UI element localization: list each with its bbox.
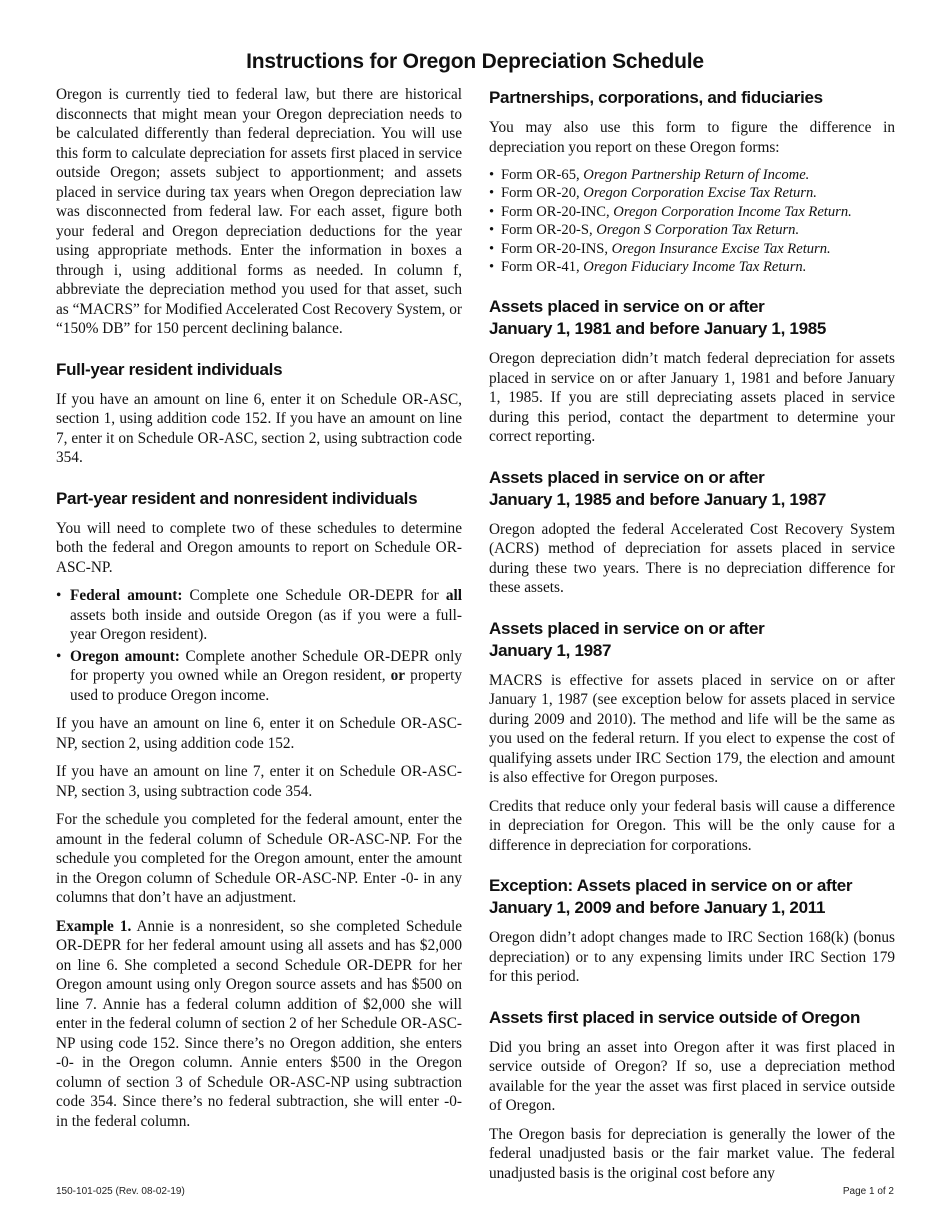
partyear-heading: Part-year resident and nonresident individuals: [56, 488, 418, 508]
outside-oregon-paragraph: Did you bring an asset into Oregon after it was first placed in service outside of Oregon? If so, use a depreciation method available for the year the asset was first placed in service outside of Oregon.: [489, 1038, 895, 1115]
page-number: Page 1 of 2: [842, 1186, 894, 1197]
list-item: • Form OR-20, Oregon Corporation Excise Tax Return.: [489, 184, 895, 202]
list-item: • Form OR-20-S, Oregon S Corporation Tax Return.: [489, 221, 895, 239]
intro-paragraph: Oregon is currently tied to federal law, but there are historical disconnects that might mean your Oregon depreciation needs to be calculated differently than federal depreciation. You will use this form to calculate depreciation for assets first placed in service outside Oregon; assets subject to apportionment; and assets placed in service during tax years when Oregon depreciation law was disconnected from federal law. For each asset, figure both your federal and Oregon depreciation deductions for the year using appropriate methods. Enter the information in boxes a through i, using additional forms as needed. In column f, abbreviate the depreciation method you used for that asset, such as “MACRS” for Modified Accelerated Cost Recovery System, or “150% DB” for 150 percent declining balance.: [56, 86, 462, 337]
example-paragraph: [56, 917, 462, 1132]
exception-heading: Exception: Assets placed in service on or after January 1, 2009 and before January 1, 2011: [489, 876, 853, 918]
schedule-paragraph: For the schedule you completed for the federal amount, enter the amount in the federal column of Schedule OR-ASC-NP. For the schedule you completed for the Oregon amount, enter the amount in the Oregon column of Schedule OR-ASC-NP. Enter -0- in any columns that don’t have an adjustment.: [56, 811, 462, 906]
oregon-amount-bullet: [56, 647, 462, 706]
federal-amount-label: Federal amount:: [70, 587, 183, 604]
federal-amount-text-b: assets both inside and outside Oregon (as if you were a full-year Oregon resident).: [70, 606, 462, 643]
basis-paragraph: The Oregon basis for depreciation is generally the lower of the federal unadjusted basis or the fair market value. The federal unadjusted basis is the original cost before any: [489, 1125, 895, 1182]
fullyear-paragraph: If you have an amount on line 6, enter it on Schedule OR-ASC, section 1, using addition code 152. If you have an amount on line 7, enter it on Schedule OR-ASC, section 2, using subtraction code 354.: [56, 390, 462, 466]
assets-1985-heading: Assets placed in service on or after January 1, 1985 and before January 1, 1987: [489, 467, 827, 509]
example-text: Annie is a nonresident, so she completed Schedule OR-DEPR for her federal amount using all assets and has $2,000 on line 6. She completed a second Schedule OR-DEPR for her Oregon amount using only Oregon source assets and has $500 on line 7. Annie has a federal column addition of $2,000 she will enter in the federal column of section 2 of her Schedule OR-ASC-NP using code 152. Since there’s no Oregon addition, she enters -0- in the Oregon column. Annie enters $500 in the Oregon column of section 3 of Schedule OR-ASC-NP using subtraction code 354. Since there’s no federal subtraction, she will enter -0- in the federal column.: [56, 917, 463, 1130]
assets-1981-paragraph: Oregon depreciation didn’t match federal depreciation for assets placed in service on or after January 1, 1981 and before January 1, 1985. If you are still depreciating assets placed in service during this period, contact the department to determine your correct reporting.: [489, 350, 895, 446]
list-item: • Form OR-65, Oregon Partnership Return of Income.: [489, 166, 895, 184]
list-item: • Form OR-41, Oregon Fiduciary Income Tax Return.: [489, 258, 895, 276]
list-item: • Form OR-20-INS, Oregon Insurance Excise Tax Return.: [489, 240, 895, 258]
assets-1981-heading: Assets placed in service on or after January 1, 1981 and before January 1, 1985: [489, 297, 827, 339]
amount-bullets: [56, 586, 462, 705]
federal-amount-text-a: Complete one Schedule OR-DEPR for: [182, 587, 446, 604]
fullyear-heading: Full-year resident individuals: [56, 359, 283, 379]
left-column: [56, 85, 462, 1140]
credits-paragraph: Credits that reduce only your federal basis will cause a difference in depreciation for Oregon. This will be the only cause for a difference in depreciation for corporations.: [489, 797, 895, 854]
federal-amount-bullet: [56, 586, 462, 645]
partnerships-heading: Partnerships, corporations, and fiduciaries: [489, 88, 823, 107]
oregon-amount-label: Oregon amount:: [70, 647, 180, 665]
oregon-amount-bold: or: [390, 667, 406, 684]
assets-1987-heading: Assets placed in service on or after January 1, 1987: [489, 618, 765, 660]
federal-amount-bold: all: [445, 587, 462, 604]
oregon-forms-list: [489, 166, 895, 276]
exception-paragraph: Oregon didn’t adopt changes made to IRC Section 168(k) (bonus depreciation) or to any expensing limits under IRC Section 179 for this period.: [489, 929, 895, 986]
assets-1987-paragraph: MACRS is effective for assets placed in service on or after January 1, 1987 (see exception below for assets placed in service during 2009 and 2010). The method and life will be the same as you used on the federal return. If you elect to expense the cost of qualifying assets under IRC Section 179, the election and amount is also effective for Oregon purposes.: [489, 671, 895, 787]
line7-paragraph: If you have an amount on line 7, enter it on Schedule OR-ASC-NP, section 3, using subtraction code 354.: [56, 763, 462, 800]
oregon-amount-text-a: Complete another Schedule OR-DEPR only for property you owned while an Oregon resident,: [70, 647, 462, 684]
right-column: [489, 85, 895, 1192]
assets-1985-paragraph: Oregon adopted the federal Accelerated Cost Recovery System (ACRS) method of depreciation for assets placed in service during these two years. There is no depreciation difference for these assets.: [489, 520, 895, 597]
form-number: 150-101-025 (Rev. 08-02-19): [56, 1186, 185, 1197]
outside-oregon-heading: Assets first placed in service outside of Oregon: [489, 1007, 861, 1027]
list-item: • Form OR-20-INC, Oregon Corporation Income Tax Return.: [489, 203, 895, 221]
partnerships-paragraph: You may also use this form to figure the difference in depreciation you report on these Oregon forms:: [489, 119, 895, 156]
oregon-amount-text-b: property used to produce Oregon income.: [70, 667, 462, 704]
line6-paragraph: If you have an amount on line 6, enter it on Schedule OR-ASC-NP, section 2, using addition code 152.: [56, 715, 462, 752]
page-title: Instructions for Oregon Depreciation Schedule: [246, 50, 704, 73]
partyear-paragraph: You will need to complete two of these schedules to determine both the federal and Oregon amounts to report on Schedule OR-ASC-NP.: [56, 519, 462, 576]
example-label: Example 1.: [56, 917, 132, 935]
